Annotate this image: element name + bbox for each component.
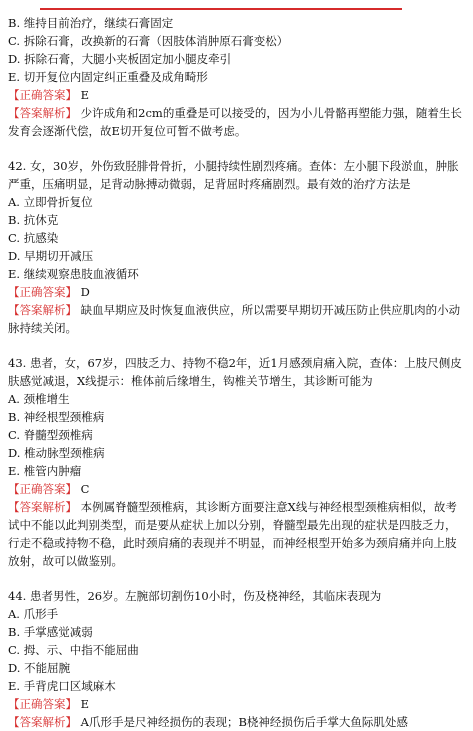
answer-analysis-tag: 【答案解析】 <box>8 106 77 120</box>
correct-answer-tag: 【正确答案】 <box>8 482 77 496</box>
correct-answer-tag: 【正确答案】 <box>8 88 77 102</box>
option-c: C. 脊髓型颈椎病 <box>8 428 93 442</box>
question-44 <box>8 587 466 731</box>
option-a: A. 颈椎增生 <box>8 392 70 406</box>
question-stem: 42. 女，30岁，外伤致胫腓骨骨折，小腿持续性剧烈疼痛。查体：左小腿下段淤血，肿胀严重，压痛明显，足背动脉搏动微弱，足背屈时疼痛剧烈。最有效的治疗方法是 <box>8 159 459 191</box>
answer-analysis-tag: 【答案解析】 <box>8 303 77 317</box>
option-c: C. 抗感染 <box>8 231 59 245</box>
answer-analysis <box>8 713 466 731</box>
question-42 <box>8 157 466 337</box>
option-b: B. 抗休克 <box>8 213 59 227</box>
option-d: D. 早期切开减压 <box>8 249 94 263</box>
correct-answer-value: E <box>80 697 90 711</box>
correct-answer-tag: 【正确答案】 <box>8 285 77 299</box>
option-d: D. 椎动脉型颈椎病 <box>8 446 105 460</box>
answer-analysis-text: 本例属脊髓型颈椎病，其诊断方面要注意X线与神经根型颈椎病相似，故考试中不能以此判别类型，而是要从症状上加以分别，脊髓型最先出现的症状是四肢乏力，行走不稳或持物不稳，此时颈肩痛的表现并不明显，而神经根型开始多为颈肩痛并向上肢放射，故可以做鉴别。 <box>8 500 457 568</box>
question-41-tail <box>8 14 466 140</box>
answer-analysis-text: 缺血早期应及时恢复血液供应，所以需要早期切开减压防止供应肌肉的小动脉持续关闭。 <box>8 303 461 335</box>
correct-answer-value: E <box>80 88 90 102</box>
answer-analysis <box>8 301 466 337</box>
option-e: E. 切开复位内固定纠正重叠及成角畸形 <box>8 70 208 84</box>
question-43 <box>8 354 466 570</box>
question-stem: 44. 患者男性，26岁。左腕部切割伤10小时，伤及桡神经，其临床表现为 <box>8 589 382 603</box>
correct-answer-tag: 【正确答案】 <box>8 697 77 711</box>
answer-analysis <box>8 498 466 570</box>
option-c: C. 拇、示、中指不能屈曲 <box>8 643 139 657</box>
option-b: B. 神经根型颈椎病 <box>8 410 105 424</box>
option-b: B. 手掌感觉减弱 <box>8 625 93 639</box>
option-a: A. 爪形手 <box>8 607 59 621</box>
answer-analysis-text: 少许成角和2cm的重叠是可以接受的，因为小儿骨骼再塑能力强，随着生长发育会逐渐代偿，故E切开复位可暂不做考虑。 <box>8 106 462 138</box>
option-b: B. 维持目前治疗，继续石膏固定 <box>8 16 174 30</box>
document-content <box>8 14 466 731</box>
question-stem: 43. 患者，女，67岁，四肢乏力、持物不稳2年，近1月感颈肩痛入院，查体：上肢尺侧皮肤感觉减退，X线提示：椎体前后缘增生，钩椎关节增生，其诊断可能为 <box>8 356 462 388</box>
correct-answer <box>8 695 466 713</box>
header-rule <box>40 8 402 10</box>
answer-analysis <box>8 104 466 140</box>
option-c: C. 拆除石膏，改换新的石膏（因肢体消肿原石膏变松） <box>8 34 289 48</box>
option-e: E. 椎管内肿瘤 <box>8 464 82 478</box>
option-e: E. 手背虎口区域麻木 <box>8 679 116 693</box>
correct-answer <box>8 283 466 301</box>
answer-analysis-tag: 【答案解析】 <box>8 500 77 514</box>
option-e: E. 继续观察患肢血液循环 <box>8 267 139 281</box>
option-a: A. 立即骨折复位 <box>8 195 93 209</box>
correct-answer-value: D <box>80 285 90 299</box>
correct-answer <box>8 480 466 498</box>
answer-analysis-tag: 【答案解析】 <box>8 715 77 729</box>
correct-answer <box>8 86 466 104</box>
option-d: D. 不能屈腕 <box>8 661 71 675</box>
option-d: D. 拆除石膏，大腿小夹板固定加小腿皮牵引 <box>8 52 232 66</box>
correct-answer-value: C <box>80 482 90 496</box>
answer-analysis-text: A爪形手是尺神经损伤的表现；B桡神经损伤后手掌大鱼际肌处感 <box>80 715 408 729</box>
